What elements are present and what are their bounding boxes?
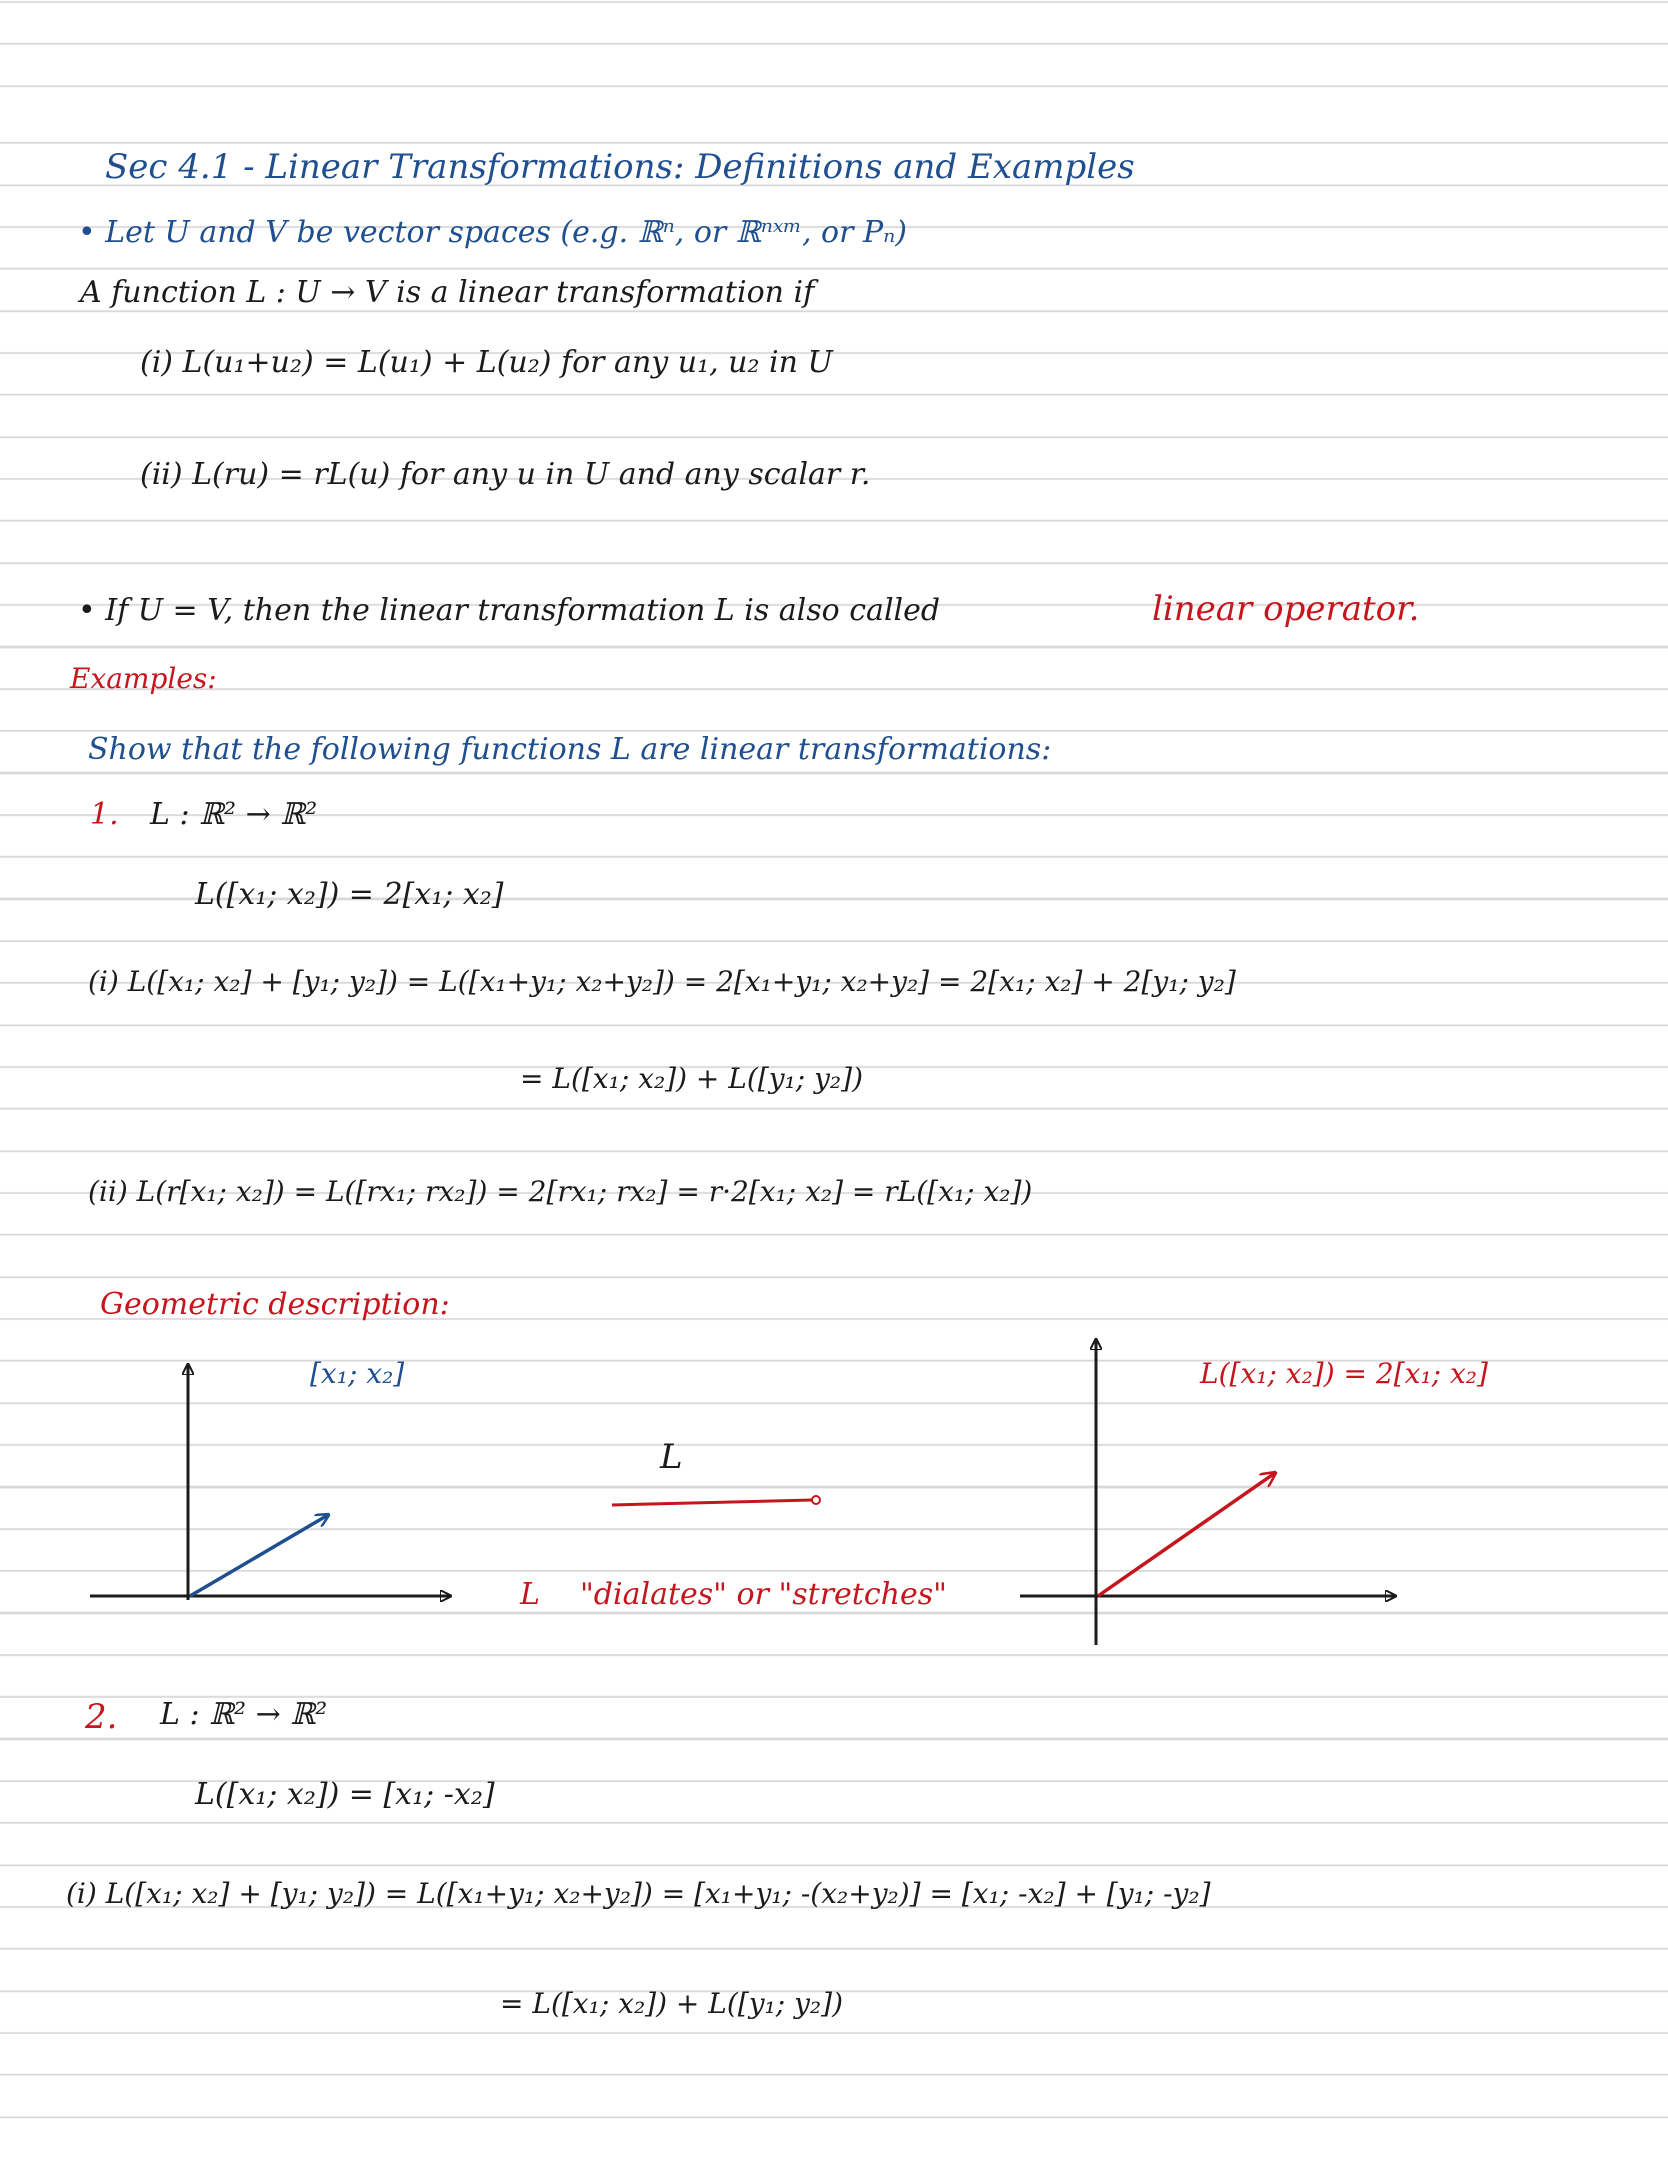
geometric-heading: Geometric description: (100, 1287, 450, 1322)
operator-term: linear operator. (1152, 589, 1420, 629)
definition-line-2: A function L : U → V is a linear transformation if (80, 275, 815, 310)
example-2-part-i: (i) L([x₁; x₂] + [y₁; y₂]) = L([x₁+y₁; x₂+y₂]) = [x₁+y₁; -(x₂+y₂)] = [x₁; -x₂] + [y₁; -y₂] (66, 1877, 1211, 1910)
page-title: Sec 4.1 - Linear Transformations: Definitions and Examples (105, 147, 1135, 187)
input-vector-label: [x₁; x₂] (310, 1357, 405, 1390)
examples-prompt: Show that the following functions L are linear transformations: (88, 732, 1052, 767)
condition-2: (ii) L(ru) = rL(u) for any u in U and any scalar r. (140, 457, 871, 492)
example-1-number: 1. (90, 797, 119, 832)
example-1-definition: L([x₁; x₂]) = 2[x₁; x₂] (195, 877, 504, 912)
definition-line-1: • Let U and V be vector spaces (e.g. ℝⁿ, or ℝⁿˣᵐ, or Pₙ) (78, 215, 907, 250)
transformation-arrow (612, 1500, 812, 1505)
example-1-part-i-continued: = L([x₁; x₂]) + L([y₁; y₂]) (520, 1062, 863, 1095)
transformation-arrow-label: L (660, 1437, 683, 1477)
example-1-part-i: (i) L([x₁; x₂] + [y₁; y₂]) = L([x₁+y₁; x₂+y₂]) = 2[x₁+y₁; x₂+y₂] = 2[x₁; x₂] + 2[y₁; y₂] (88, 965, 1236, 998)
operator-statement: • If U = V, then the linear transformation L is also called (78, 593, 941, 628)
caption-L: L (520, 1577, 540, 1612)
caption-stretches: "dialates" or "stretches" (580, 1577, 947, 1612)
condition-1: (i) L(u₁+u₂) = L(u₁) + L(u₂) for any u₁, u₂ in U (140, 345, 833, 380)
examples-heading: Examples: (70, 662, 217, 695)
example-2-part-i-continued: = L([x₁; x₂]) + L([y₁; y₂]) (500, 1987, 843, 2020)
example-1-map: L : ℝ² → ℝ² (150, 797, 318, 832)
example-1-part-ii: (ii) L(r[x₁; x₂]) = L([rx₁; rx₂]) = 2[rx₁; rx₂] = r·2[x₁; x₂] = rL([x₁; x₂]) (88, 1175, 1033, 1208)
input-vector (190, 1515, 328, 1596)
output-vector (1098, 1473, 1275, 1596)
transformation-arrow-tip (812, 1496, 820, 1504)
example-2-definition: L([x₁; x₂]) = [x₁; -x₂] (195, 1777, 495, 1812)
example-2-map: L : ℝ² → ℝ² (160, 1697, 328, 1732)
output-vector-label: L([x₁; x₂]) = 2[x₁; x₂] (1200, 1357, 1488, 1390)
example-2-number: 2. (85, 1697, 118, 1737)
